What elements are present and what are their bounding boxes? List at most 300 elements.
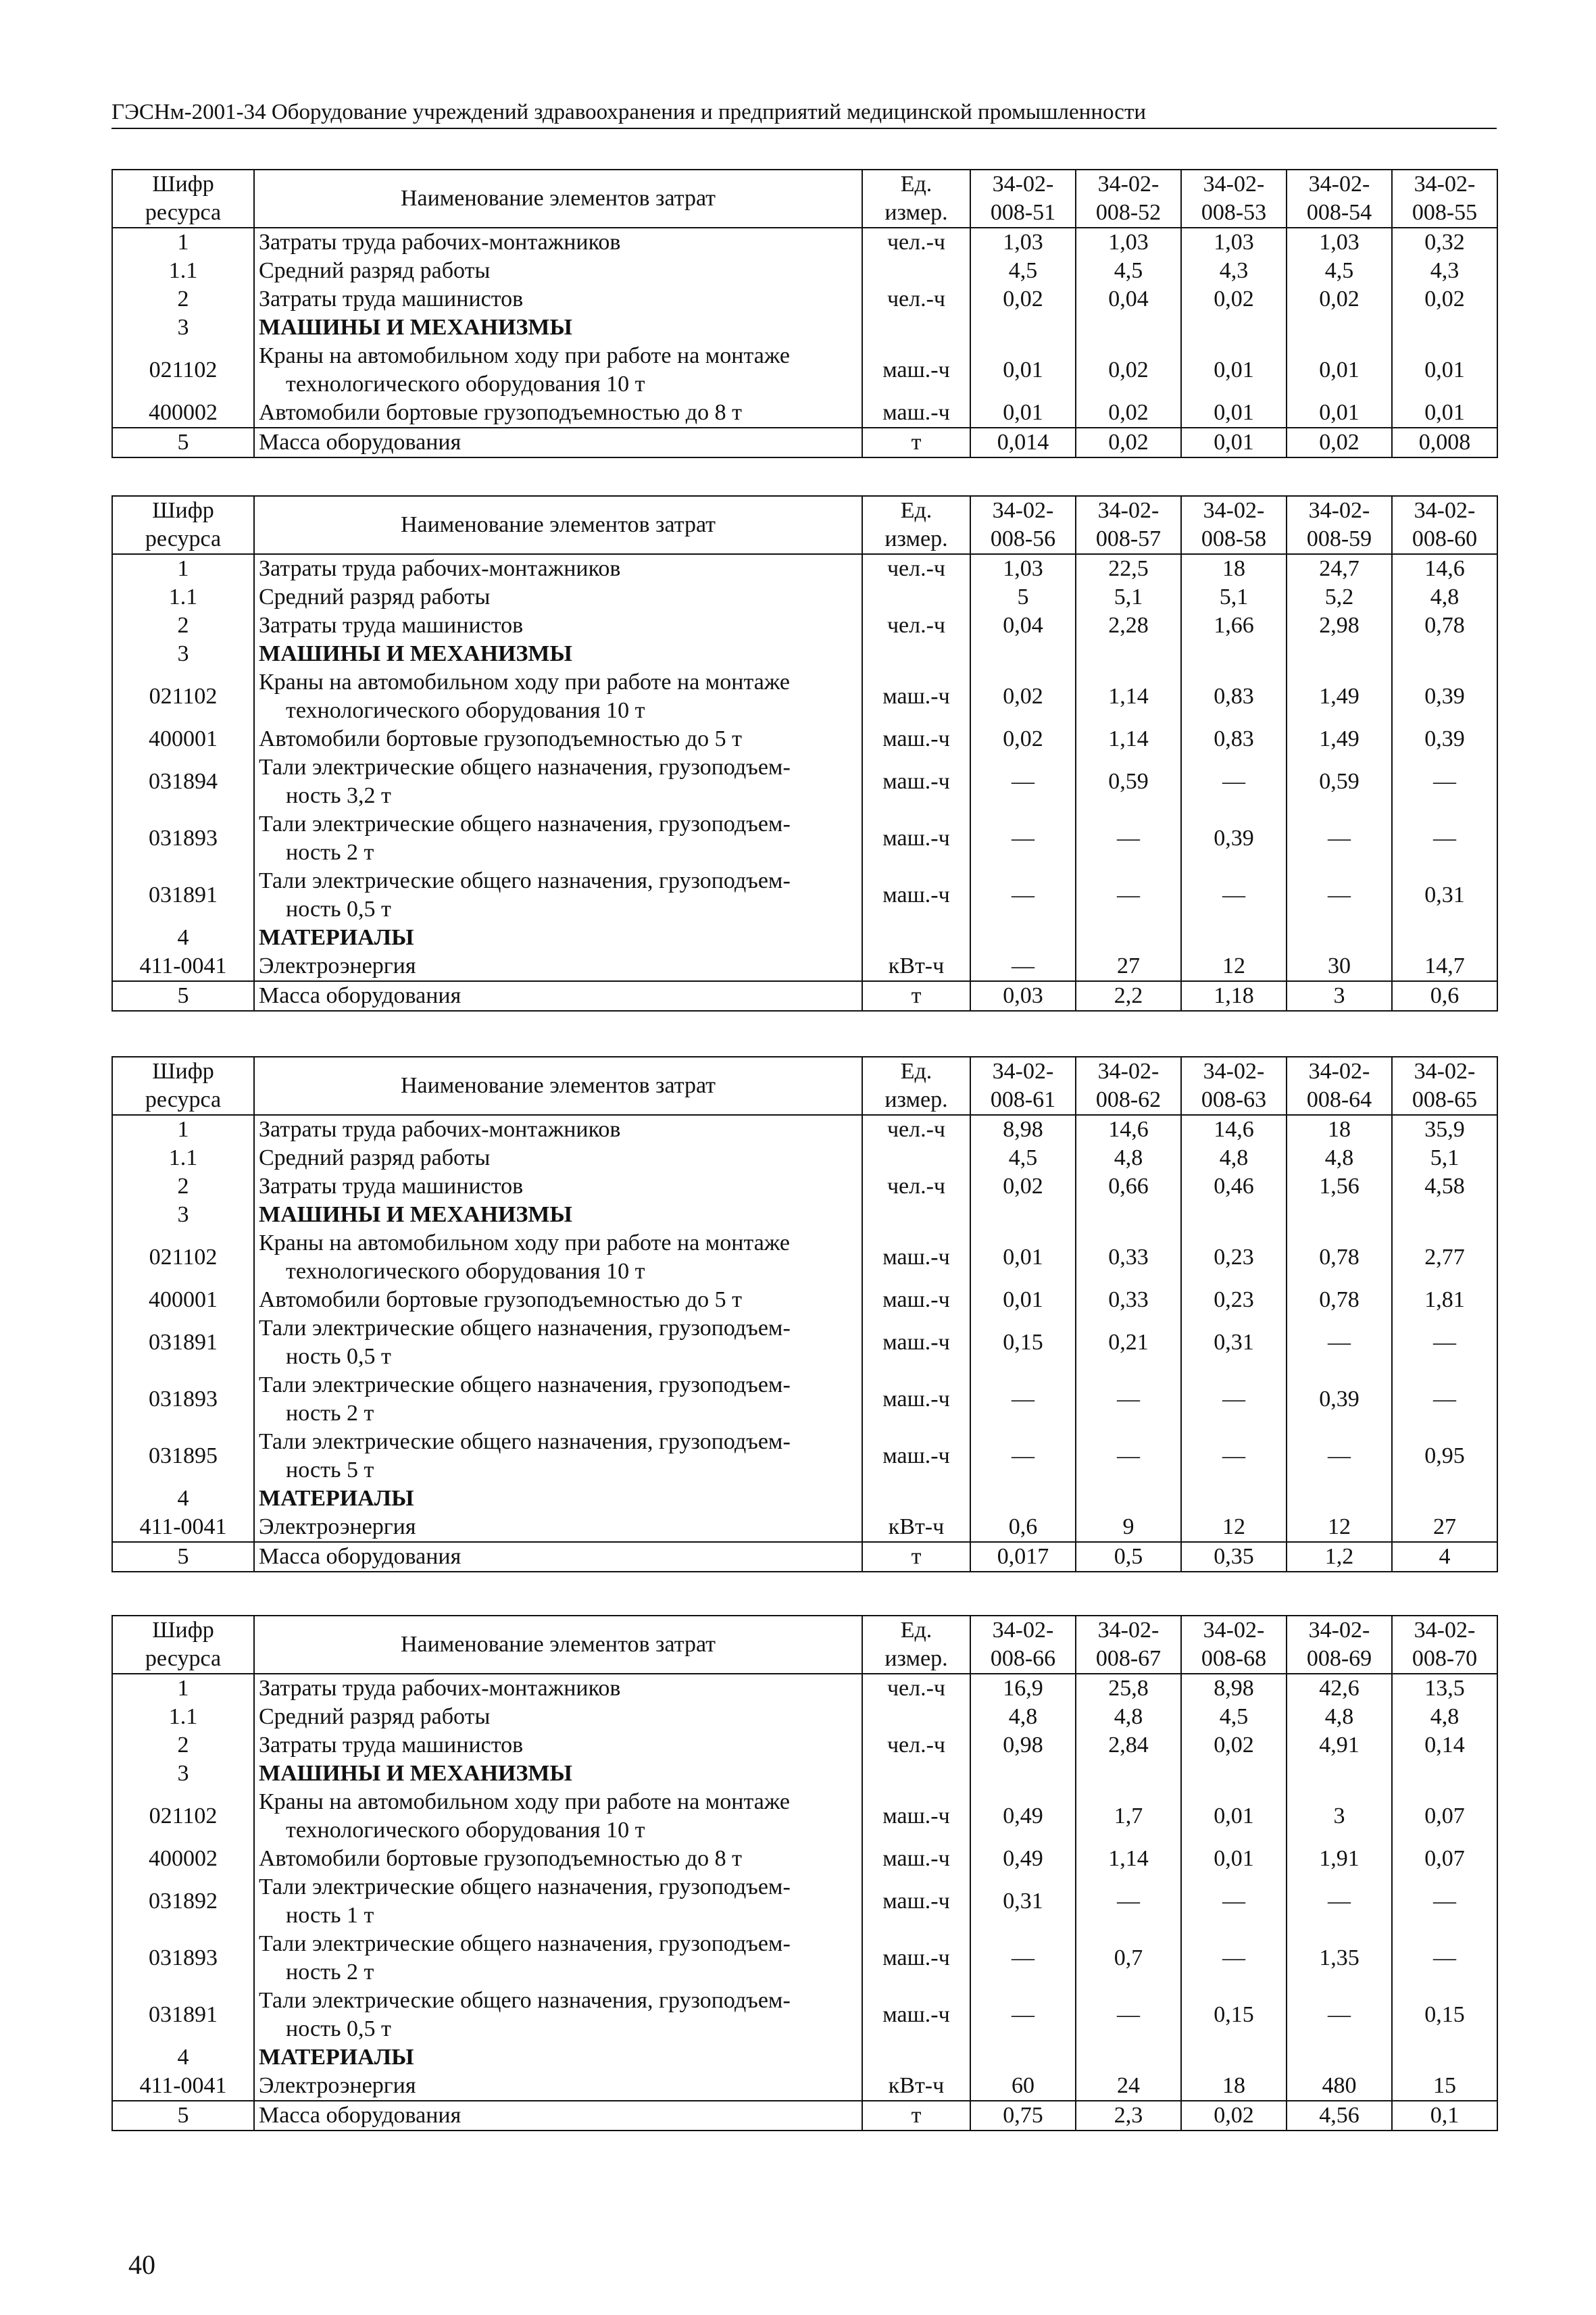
name-line: Электроэнергия: [259, 953, 416, 978]
value-cell: 9: [1076, 1513, 1181, 1542]
resource-code: 400001: [112, 1286, 254, 1314]
norm-table: [111, 495, 1498, 1012]
value-cell: 4,8: [1181, 1144, 1287, 1172]
table-row: [112, 668, 1497, 725]
table-row: [112, 924, 1497, 952]
value-cell: 0,23: [1181, 1229, 1287, 1286]
cost-element-name: [254, 257, 862, 285]
page-number: 40: [128, 2249, 155, 2280]
norm-code-header: 008-51: [970, 199, 1076, 228]
value-cell: —: [1392, 1371, 1497, 1428]
value-cell: 42,6: [1287, 1674, 1392, 1703]
value-cell: —: [1076, 1873, 1181, 1930]
value-cell: [1392, 1485, 1497, 1513]
value-cell: —: [1392, 810, 1497, 867]
value-cell: 0,75: [970, 2101, 1076, 2131]
norm-code-header: 008-54: [1287, 199, 1392, 228]
resource-code: 400002: [112, 399, 254, 428]
cost-element-name: [254, 1229, 862, 1286]
value-cell: 1,03: [970, 228, 1076, 257]
value-cell: 0,83: [1181, 725, 1287, 753]
table-row: [112, 1314, 1497, 1371]
code-header: Шифр: [112, 170, 254, 199]
value-cell: —: [1392, 1930, 1497, 1987]
table-row: [112, 1144, 1497, 1172]
table-row: [112, 1930, 1497, 1987]
value-cell: 0,6: [1392, 981, 1497, 1011]
table-row: [112, 1172, 1497, 1201]
cost-element-name: [254, 810, 862, 867]
value-cell: 0,23: [1181, 1286, 1287, 1314]
value-cell: [1181, 1201, 1287, 1229]
norm-code-header: 008-59: [1287, 525, 1392, 554]
table-row: [112, 554, 1497, 583]
name-header: Наименование элементов затрат: [254, 1057, 862, 1115]
cost-element-name: [254, 1201, 862, 1229]
norm-code-header: 34-02-: [1287, 1616, 1392, 1645]
value-cell: 24,7: [1287, 554, 1392, 583]
unit-header: измер.: [862, 1645, 970, 1674]
value-cell: [1392, 1760, 1497, 1788]
value-cell: 0,33: [1076, 1229, 1181, 1286]
value-cell: 0,33: [1076, 1286, 1181, 1314]
cost-element-name: [254, 1930, 862, 1987]
name-line: Средний разряд работы: [259, 258, 491, 283]
norm-code-header: 008-55: [1392, 199, 1497, 228]
value-cell: 0,01: [970, 342, 1076, 399]
cost-element-name: [254, 725, 862, 753]
resource-code: 3: [112, 1760, 254, 1788]
name-line: технологического оборудования 10 т: [286, 372, 645, 397]
value-cell: [1181, 1760, 1287, 1788]
name-line: Затраты труда машинистов: [259, 613, 524, 638]
value-cell: —: [1181, 1371, 1287, 1428]
resource-code: 1.1: [112, 1703, 254, 1731]
name-line: МАШИНЫ И МЕХАНИЗМЫ: [259, 641, 572, 666]
value-cell: —: [1181, 867, 1287, 924]
norm-code-header: 34-02-: [1181, 496, 1287, 525]
value-cell: 0,02: [1076, 342, 1181, 399]
code-header: Шифр: [112, 496, 254, 525]
resource-code: 031892: [112, 1873, 254, 1930]
norm-code-header: 008-56: [970, 525, 1076, 554]
value-cell: 1,03: [1076, 228, 1181, 257]
value-cell: 0,02: [970, 668, 1076, 725]
cost-element-name: [254, 1703, 862, 1731]
unit-header: измер.: [862, 199, 970, 228]
value-cell: —: [1287, 1428, 1392, 1485]
value-cell: 0,04: [1076, 285, 1181, 314]
value-cell: 0,02: [1181, 285, 1287, 314]
name-header: Наименование элементов затрат: [254, 1616, 862, 1674]
name-line: Электроэнергия: [259, 2073, 416, 2098]
value-cell: 0,014: [970, 428, 1076, 457]
name-line: Тали электрические общего назначения, грузоподъем-: [259, 868, 791, 893]
cost-element-name: [254, 2101, 862, 2131]
resource-code: 3: [112, 1201, 254, 1229]
name-line: Масса оборудования: [259, 430, 462, 455]
resource-code: 021102: [112, 1788, 254, 1845]
name-line: Тали электрические общего назначения, грузоподъем-: [259, 1429, 791, 1454]
value-cell: 14,7: [1392, 952, 1497, 981]
name-line: Затраты труда рабочих-монтажников: [259, 1676, 621, 1701]
name-line: Затраты труда машинистов: [259, 1733, 524, 1758]
name-line: ность 0,5 т: [286, 897, 391, 922]
resource-code: 031893: [112, 1930, 254, 1987]
value-cell: 8,98: [1181, 1674, 1287, 1703]
resource-code: 2: [112, 612, 254, 640]
value-cell: 5,1: [1076, 583, 1181, 612]
table-row: [112, 314, 1497, 342]
unit-cell: чел.-ч: [862, 285, 970, 314]
cost-element-name: [254, 612, 862, 640]
table-header-row: [112, 170, 1497, 199]
norm-code-header: 34-02-: [1076, 170, 1181, 199]
value-cell: 4,5: [1076, 257, 1181, 285]
table-row: [112, 428, 1497, 457]
norm-code-header: 008-66: [970, 1645, 1076, 1674]
cost-element-name: [254, 2043, 862, 2072]
value-cell: 1,14: [1076, 668, 1181, 725]
resource-code: 031891: [112, 1314, 254, 1371]
resource-code: 031893: [112, 810, 254, 867]
unit-cell: маш.-ч: [862, 1987, 970, 2043]
value-cell: 0,32: [1392, 228, 1497, 257]
table-row: [112, 1731, 1497, 1760]
value-cell: 0,07: [1392, 1788, 1497, 1845]
unit-cell: т: [862, 428, 970, 457]
norm-table: [111, 1056, 1498, 1572]
value-cell: 5,2: [1287, 583, 1392, 612]
value-cell: 0,02: [1392, 285, 1497, 314]
value-cell: —: [1392, 753, 1497, 810]
value-cell: 8,98: [970, 1115, 1076, 1144]
value-cell: 0,02: [970, 285, 1076, 314]
value-cell: 4,5: [1181, 1703, 1287, 1731]
table-row: [112, 1674, 1497, 1703]
unit-cell: [862, 583, 970, 612]
value-cell: 1,49: [1287, 725, 1392, 753]
name-line: Тали электрические общего назначения, грузоподъем-: [259, 1372, 791, 1397]
unit-cell: т: [862, 1542, 970, 1572]
name-line: ность 2 т: [286, 1401, 374, 1426]
value-cell: 0,03: [970, 981, 1076, 1011]
cost-element-name: [254, 1760, 862, 1788]
table-row: [112, 952, 1497, 981]
table-header-row: [112, 1616, 1497, 1645]
value-cell: 0,15: [1181, 1987, 1287, 2043]
value-cell: 2,2: [1076, 981, 1181, 1011]
resource-code: 1.1: [112, 1144, 254, 1172]
value-cell: —: [970, 1428, 1076, 1485]
value-cell: 22,5: [1076, 554, 1181, 583]
value-cell: 0,01: [970, 1286, 1076, 1314]
value-cell: 480: [1287, 2072, 1392, 2101]
table-row: [112, 1513, 1497, 1542]
unit-cell: т: [862, 981, 970, 1011]
cost-element-name: [254, 428, 862, 457]
value-cell: [1181, 640, 1287, 668]
value-cell: [970, 1760, 1076, 1788]
value-cell: 12: [1287, 1513, 1392, 1542]
value-cell: 4,5: [1287, 257, 1392, 285]
resource-code: 5: [112, 428, 254, 457]
norm-code-header: 34-02-: [1076, 496, 1181, 525]
table-row: [112, 2101, 1497, 2131]
name-line: МАТЕРИАЛЫ: [259, 2045, 414, 2070]
resource-code: 1: [112, 1115, 254, 1144]
value-cell: 0,01: [970, 1229, 1076, 1286]
table-row: [112, 753, 1497, 810]
unit-cell: маш.-ч: [862, 668, 970, 725]
table-row: [112, 342, 1497, 399]
unit-cell: маш.-ч: [862, 1371, 970, 1428]
value-cell: —: [970, 753, 1076, 810]
name-line: ность 5 т: [286, 1458, 374, 1483]
value-cell: 4,5: [970, 1144, 1076, 1172]
value-cell: [1392, 640, 1497, 668]
norm-code-header: 34-02-: [970, 1057, 1076, 1086]
value-cell: 0,5: [1076, 1542, 1181, 1572]
unit-header: Ед.: [862, 496, 970, 525]
table-row: [112, 1229, 1497, 1286]
value-cell: 12: [1181, 952, 1287, 981]
value-cell: 18: [1181, 2072, 1287, 2101]
name-line: Краны на автомобильном ходу при работе на монтаже: [259, 343, 791, 368]
table-row: [112, 2043, 1497, 2072]
norm-code-header: 34-02-: [1392, 1616, 1497, 1645]
norm-table: [111, 1615, 1498, 2131]
value-cell: 0,02: [970, 725, 1076, 753]
norm-code-header: 008-67: [1076, 1645, 1181, 1674]
value-cell: 4,8: [1392, 583, 1497, 612]
resource-code: 031891: [112, 867, 254, 924]
value-cell: 0,39: [1181, 810, 1287, 867]
table-row: [112, 1428, 1497, 1485]
value-cell: 60: [970, 2072, 1076, 2101]
value-cell: 0,02: [1287, 428, 1392, 457]
cost-element-name: [254, 285, 862, 314]
name-header: Наименование элементов затрат: [254, 496, 862, 554]
name-line: Тали электрические общего назначения, грузоподъем-: [259, 812, 791, 837]
code-header: ресурса: [112, 1645, 254, 1674]
value-cell: 1,49: [1287, 668, 1392, 725]
value-cell: 5: [970, 583, 1076, 612]
norm-code-header: 34-02-: [970, 170, 1076, 199]
value-cell: 27: [1076, 952, 1181, 981]
name-line: Тали электрические общего назначения, грузоподъем-: [259, 1874, 791, 1899]
value-cell: [970, 640, 1076, 668]
resource-code: 5: [112, 981, 254, 1011]
value-cell: 0,39: [1392, 725, 1497, 753]
unit-cell: маш.-ч: [862, 867, 970, 924]
value-cell: 27: [1392, 1513, 1497, 1542]
value-cell: —: [970, 952, 1076, 981]
unit-cell: чел.-ч: [862, 228, 970, 257]
unit-cell: [862, 924, 970, 952]
name-line: ность 2 т: [286, 840, 374, 865]
unit-cell: маш.-ч: [862, 1286, 970, 1314]
resource-code: 411-0041: [112, 1513, 254, 1542]
value-cell: 35,9: [1392, 1115, 1497, 1144]
norm-code-header: 008-52: [1076, 199, 1181, 228]
cost-element-name: [254, 1428, 862, 1485]
unit-cell: кВт-ч: [862, 2072, 970, 2101]
resource-code: 3: [112, 640, 254, 668]
value-cell: [1287, 1201, 1392, 1229]
name-line: Краны на автомобильном ходу при работе на монтаже: [259, 1230, 791, 1255]
resource-code: 5: [112, 1542, 254, 1572]
unit-cell: [862, 1485, 970, 1513]
unit-cell: маш.-ч: [862, 1845, 970, 1873]
table-row: [112, 1115, 1497, 1144]
value-cell: 0,98: [970, 1731, 1076, 1760]
table-row: [112, 1703, 1497, 1731]
value-cell: [1287, 1485, 1392, 1513]
norm-code-header: 34-02-: [1392, 496, 1497, 525]
norm-code-header: 34-02-: [1287, 496, 1392, 525]
value-cell: —: [1076, 1428, 1181, 1485]
resource-code: 4: [112, 1485, 254, 1513]
value-cell: 5,1: [1392, 1144, 1497, 1172]
value-cell: 0,02: [1076, 399, 1181, 428]
value-cell: 0,02: [1287, 285, 1392, 314]
cost-element-name: [254, 753, 862, 810]
table-row: [112, 725, 1497, 753]
resource-code: 1: [112, 1674, 254, 1703]
cost-element-name: [254, 1845, 862, 1873]
table-row: [112, 810, 1497, 867]
value-cell: 2,84: [1076, 1731, 1181, 1760]
value-cell: 3: [1287, 1788, 1392, 1845]
value-cell: 0,59: [1076, 753, 1181, 810]
norm-code-header: 008-53: [1181, 199, 1287, 228]
unit-cell: чел.-ч: [862, 1731, 970, 1760]
value-cell: —: [1076, 1987, 1181, 2043]
cost-element-name: [254, 342, 862, 399]
value-cell: 0,31: [970, 1873, 1076, 1930]
value-cell: 0,15: [1392, 1987, 1497, 2043]
table-row: [112, 399, 1497, 428]
name-line: Автомобили бортовые грузоподъемностью до 8 т: [259, 1846, 742, 1871]
norm-code-header: 34-02-: [1181, 1616, 1287, 1645]
value-cell: 0,6: [970, 1513, 1076, 1542]
value-cell: 14,6: [1181, 1115, 1287, 1144]
cost-element-name: [254, 554, 862, 583]
name-line: Автомобили бортовые грузоподъемностью до 5 т: [259, 726, 742, 751]
value-cell: —: [1181, 1428, 1287, 1485]
value-cell: 3: [1287, 981, 1392, 1011]
name-line: Затраты труда рабочих-монтажников: [259, 556, 621, 581]
cost-element-name: [254, 1371, 862, 1428]
unit-header: измер.: [862, 1086, 970, 1115]
norm-code-header: 008-57: [1076, 525, 1181, 554]
unit-cell: [862, 1201, 970, 1229]
resource-code: 5: [112, 2101, 254, 2131]
value-cell: [1392, 924, 1497, 952]
value-cell: —: [1287, 867, 1392, 924]
value-cell: 0,01: [1392, 399, 1497, 428]
table-row: [112, 1286, 1497, 1314]
resource-code: 021102: [112, 668, 254, 725]
name-line: Автомобили бортовые грузоподъемностью до 5 т: [259, 1287, 742, 1312]
cost-element-name: [254, 1513, 862, 1542]
cost-element-name: [254, 1731, 862, 1760]
value-cell: 0,01: [1392, 342, 1497, 399]
value-cell: —: [1392, 1873, 1497, 1930]
value-cell: —: [970, 1930, 1076, 1987]
cost-element-name: [254, 1485, 862, 1513]
value-cell: —: [970, 810, 1076, 867]
value-cell: 0,31: [1181, 1314, 1287, 1371]
value-cell: 1,03: [1287, 228, 1392, 257]
value-cell: 0,01: [1181, 1788, 1287, 1845]
unit-cell: [862, 257, 970, 285]
value-cell: 4,56: [1287, 2101, 1392, 2131]
norm-code-header: 008-61: [970, 1086, 1076, 1115]
cost-element-name: [254, 640, 862, 668]
value-cell: 0,78: [1392, 612, 1497, 640]
value-cell: 0,21: [1076, 1314, 1181, 1371]
unit-cell: маш.-ч: [862, 1930, 970, 1987]
table-row: [112, 1788, 1497, 1845]
value-cell: —: [1287, 1987, 1392, 2043]
unit-cell: маш.-ч: [862, 1788, 970, 1845]
value-cell: 1,91: [1287, 1845, 1392, 1873]
code-header: Шифр: [112, 1057, 254, 1086]
value-cell: 4,91: [1287, 1731, 1392, 1760]
name-line: Автомобили бортовые грузоподъемностью до 8 т: [259, 400, 742, 425]
unit-cell: чел.-ч: [862, 1115, 970, 1144]
value-cell: —: [1392, 1314, 1497, 1371]
value-cell: 4,5: [970, 257, 1076, 285]
value-cell: —: [970, 1371, 1076, 1428]
resource-code: 411-0041: [112, 952, 254, 981]
norm-code-header: 34-02-: [1392, 1057, 1497, 1086]
unit-header: Ед.: [862, 170, 970, 199]
value-cell: [1076, 1201, 1181, 1229]
resource-code: 1: [112, 228, 254, 257]
value-cell: 0,49: [970, 1845, 1076, 1873]
value-cell: 0,02: [970, 1172, 1076, 1201]
cost-element-name: [254, 1542, 862, 1572]
name-line: Тали электрические общего назначения, грузоподъем-: [259, 1931, 791, 1956]
name-line: технологического оборудования 10 т: [286, 698, 645, 723]
value-cell: 14,6: [1392, 554, 1497, 583]
name-line: Средний разряд работы: [259, 1704, 491, 1729]
norm-code-header: 008-58: [1181, 525, 1287, 554]
table-row: [112, 981, 1497, 1011]
value-cell: —: [1287, 1314, 1392, 1371]
norm-code-header: 34-02-: [1392, 170, 1497, 199]
norm-code-header: 34-02-: [1076, 1057, 1181, 1086]
unit-cell: чел.-ч: [862, 1172, 970, 1201]
unit-cell: маш.-ч: [862, 1229, 970, 1286]
value-cell: [970, 924, 1076, 952]
norm-code-header: 008-64: [1287, 1086, 1392, 1115]
unit-cell: кВт-ч: [862, 952, 970, 981]
resource-code: 2: [112, 1731, 254, 1760]
value-cell: [1076, 1485, 1181, 1513]
resource-code: 1.1: [112, 257, 254, 285]
table-row: [112, 257, 1497, 285]
table-row: [112, 1201, 1497, 1229]
name-line: Затраты труда рабочих-монтажников: [259, 1117, 621, 1142]
resource-code: 031891: [112, 1987, 254, 2043]
name-line: ность 0,5 т: [286, 1344, 391, 1369]
cost-element-name: [254, 1987, 862, 2043]
unit-cell: [862, 2043, 970, 2072]
